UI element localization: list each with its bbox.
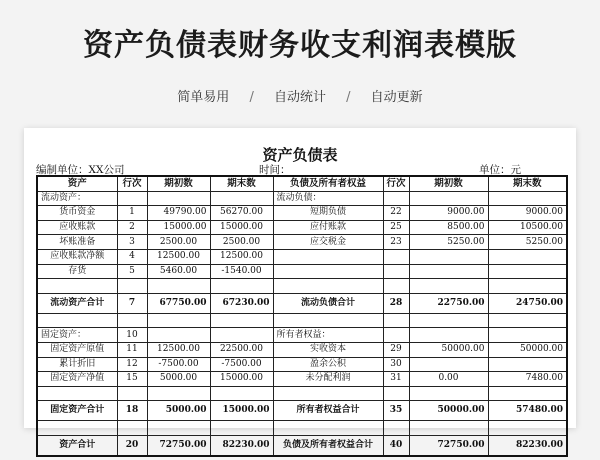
table-cell: 应收账款	[37, 220, 117, 235]
header-liabilities-equity: 负债及所有者权益	[273, 176, 383, 191]
table-cell: 5250.00	[409, 235, 488, 250]
table-cell: 12500.00	[210, 249, 273, 264]
tag-separator: /	[249, 90, 254, 105]
tag-auto-update: 自动更新	[370, 90, 423, 105]
table-cell: -1540.00	[210, 264, 273, 279]
table-cell: 72750.00	[147, 435, 210, 456]
header-line-no: 行次	[383, 176, 409, 191]
table-cell	[117, 191, 147, 206]
table-cell: 57480.00	[488, 401, 567, 421]
header-closing: 期末数	[210, 176, 273, 191]
table-cell	[488, 313, 567, 328]
table-cell: 29	[383, 342, 409, 357]
table-cell: 5460.00	[147, 264, 210, 279]
table-cell	[117, 279, 147, 294]
table-cell	[210, 313, 273, 328]
table-cell	[488, 249, 567, 264]
table-cell	[409, 249, 488, 264]
table-row	[37, 235, 567, 250]
table-cell	[383, 313, 409, 328]
table-cell: 流动负债：	[273, 191, 383, 206]
table-cell	[488, 279, 567, 294]
table-cell: 12500.00	[147, 249, 210, 264]
table-cell	[273, 249, 383, 264]
header-closing: 期末数	[488, 176, 567, 191]
table-cell: 35	[383, 401, 409, 421]
table-header-row	[37, 176, 567, 191]
table-cell	[409, 313, 488, 328]
table-cell: 5250.00	[488, 235, 567, 250]
table-cell	[147, 313, 210, 328]
table-cell: 22750.00	[409, 293, 488, 313]
table-cell	[273, 279, 383, 294]
table-cell: -7500.00	[210, 357, 273, 372]
time-label: 时间：	[259, 164, 291, 176]
table-row	[37, 206, 567, 221]
table-cell: 23	[383, 235, 409, 250]
table-cell: 3	[117, 235, 147, 250]
table-cell: 72750.00	[409, 435, 488, 456]
table-cell	[37, 313, 117, 328]
header-line-no: 行次	[117, 176, 147, 191]
table-cell: 流动负债合计	[273, 293, 383, 313]
table-cell: 固定资产：	[37, 328, 117, 343]
table-cell: 40	[383, 435, 409, 456]
table-cell	[210, 191, 273, 206]
table-cell: 9000.00	[488, 206, 567, 221]
table-cell: 4	[117, 249, 147, 264]
feature-tags	[0, 86, 600, 105]
table-row	[37, 264, 567, 279]
table-cell	[383, 279, 409, 294]
table-cell	[147, 328, 210, 343]
table-cell: 49790.00	[147, 206, 210, 221]
table-cell	[210, 328, 273, 343]
table-row	[37, 401, 567, 421]
table-cell: 25	[383, 220, 409, 235]
table-cell: 实收资本	[273, 342, 383, 357]
table-row	[37, 357, 567, 372]
table-cell: 22	[383, 206, 409, 221]
table-row	[37, 372, 567, 387]
table-cell: 1	[117, 206, 147, 221]
table-cell	[383, 249, 409, 264]
table-row	[37, 279, 567, 294]
header-assets: 资产	[37, 176, 117, 191]
table-cell	[409, 279, 488, 294]
table-cell: 未分配利润	[273, 372, 383, 387]
table-cell: 7480.00	[488, 372, 567, 387]
table-cell	[147, 421, 210, 436]
table-cell: 18	[117, 401, 147, 421]
company-label: 编制单位：XX公司	[36, 164, 125, 176]
table-cell: 82230.00	[488, 435, 567, 456]
table-cell	[147, 279, 210, 294]
table-cell	[488, 191, 567, 206]
table-cell	[488, 421, 567, 436]
table-cell: 流动资产：	[37, 191, 117, 206]
table-cell	[488, 328, 567, 343]
table-cell: 50000.00	[409, 342, 488, 357]
table-cell: 50000.00	[488, 342, 567, 357]
table-cell	[409, 421, 488, 436]
table-cell: 22500.00	[210, 342, 273, 357]
table-cell: 15	[117, 372, 147, 387]
balance-sheet-table	[36, 175, 568, 457]
table-cell: 5	[117, 264, 147, 279]
table-cell: 坏账准备	[37, 235, 117, 250]
spreadsheet-preview	[24, 128, 576, 450]
table-cell: 盈余公积	[273, 357, 383, 372]
table-cell: 应交税金	[273, 235, 383, 250]
table-cell: 0.00	[409, 372, 488, 387]
table-cell: 固定资产原值	[37, 342, 117, 357]
table-cell: 资产合计	[37, 435, 117, 456]
table-cell	[147, 191, 210, 206]
table-cell: 11	[117, 342, 147, 357]
header-opening: 期初数	[409, 176, 488, 191]
table-row	[37, 435, 567, 456]
table-cell	[409, 328, 488, 343]
tag-separator: /	[346, 90, 351, 105]
table-cell	[383, 264, 409, 279]
table-cell	[409, 357, 488, 372]
table-cell: 56270.00	[210, 206, 273, 221]
tag-easy: 简单易用	[177, 90, 230, 105]
table-cell	[117, 421, 147, 436]
table-cell: 8500.00	[409, 220, 488, 235]
table-cell	[210, 386, 273, 401]
table-cell	[488, 357, 567, 372]
table-cell: 固定资产合计	[37, 401, 117, 421]
table-cell: 30	[383, 357, 409, 372]
table-cell: -7500.00	[147, 357, 210, 372]
table-cell	[488, 386, 567, 401]
table-cell: 2500.00	[147, 235, 210, 250]
table-row	[37, 313, 567, 328]
table-cell: 67230.00	[210, 293, 273, 313]
table-cell	[383, 386, 409, 401]
unit-label: 单位：元	[479, 164, 521, 176]
table-cell: 累计折旧	[37, 357, 117, 372]
table-row	[37, 220, 567, 235]
table-cell: 货币资金	[37, 206, 117, 221]
table-cell	[273, 421, 383, 436]
table-cell	[273, 386, 383, 401]
table-cell	[117, 386, 147, 401]
table-cell	[37, 279, 117, 294]
table-cell: 2500.00	[210, 235, 273, 250]
table-cell	[147, 386, 210, 401]
table-cell: 5000.00	[147, 401, 210, 421]
table-row	[37, 386, 567, 401]
table-cell: 28	[383, 293, 409, 313]
table-cell	[383, 421, 409, 436]
table-cell: 应收账款净额	[37, 249, 117, 264]
table-row	[37, 328, 567, 343]
table-cell: 24750.00	[488, 293, 567, 313]
table-cell: 15000.00	[210, 372, 273, 387]
header-opening: 期初数	[147, 176, 210, 191]
table-row	[37, 342, 567, 357]
table-cell: 10	[117, 328, 147, 343]
table-cell: 15000.00	[210, 220, 273, 235]
table-cell: 15000.00	[210, 401, 273, 421]
page-title: 资产负债表财务收支利润表模版	[83, 28, 517, 63]
table-cell: 所有者权益合计	[273, 401, 383, 421]
table-cell: 9000.00	[409, 206, 488, 221]
table-cell	[117, 313, 147, 328]
table-cell	[37, 386, 117, 401]
table-cell: 负债及所有者权益合计	[273, 435, 383, 456]
table-cell: 10500.00	[488, 220, 567, 235]
table-cell: 存货	[37, 264, 117, 279]
table-cell	[409, 264, 488, 279]
table-cell: 流动资产合计	[37, 293, 117, 313]
table-cell: 67750.00	[147, 293, 210, 313]
table-cell	[383, 328, 409, 343]
table-cell: 2	[117, 220, 147, 235]
table-row	[37, 249, 567, 264]
table-cell	[37, 421, 117, 436]
table-cell: 5000.00	[147, 372, 210, 387]
table-cell: 31	[383, 372, 409, 387]
table-cell: 应付账款	[273, 220, 383, 235]
table-cell: 82230.00	[210, 435, 273, 456]
table-cell: 短期负债	[273, 206, 383, 221]
table-cell: 固定资产净值	[37, 372, 117, 387]
table-cell	[488, 264, 567, 279]
table-cell	[273, 264, 383, 279]
table-cell: 15000.00	[147, 220, 210, 235]
table-cell	[409, 386, 488, 401]
table-row	[37, 191, 567, 206]
table-cell	[210, 421, 273, 436]
table-cell: 50000.00	[409, 401, 488, 421]
table-cell: 所有者权益：	[273, 328, 383, 343]
table-cell: 12500.00	[147, 342, 210, 357]
table-cell: 12	[117, 357, 147, 372]
table-row	[37, 421, 567, 436]
table-cell	[383, 191, 409, 206]
table-cell	[273, 313, 383, 328]
sheet-title: 资产负债表	[262, 146, 338, 164]
table-cell	[210, 279, 273, 294]
table-row	[37, 293, 567, 313]
table-cell: 7	[117, 293, 147, 313]
table-cell	[409, 191, 488, 206]
tag-auto-stats: 自动统计	[273, 90, 326, 105]
table-cell: 20	[117, 435, 147, 456]
